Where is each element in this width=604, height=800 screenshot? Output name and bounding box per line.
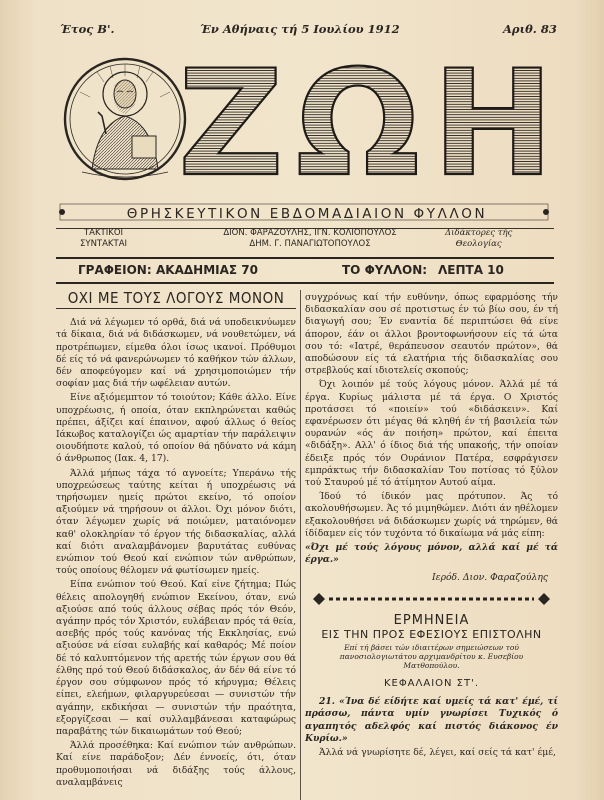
paragraph: Άλλά νά γνωρίσητε δέ, λέγει, καί σείς τά κατ' έμέ, xyxy=(319,747,556,759)
year-label: Έτος Β'. xyxy=(60,22,115,36)
section-note: Επί τή βάσει τών ιδιαιτέρων σημειώσεων τού πανοσιολογιωτάτου αρχιμανδρίτου κ. Ευσεβίου Ματθοπούλου. xyxy=(339,643,524,671)
office-line xyxy=(0,260,604,280)
masthead-subtitle: ΘΡΗΣΚΕΥΤΙΚΟΝ ΕΒΔΟΜΑΔΙΑΙΟΝ ΦΥΛΛΟΝ xyxy=(126,206,488,222)
ornament-divider xyxy=(305,591,558,607)
editors-role xyxy=(445,228,512,250)
chapter-heading: ΚΕΦΑΛΑΙΟΝ ΣΤ'. xyxy=(383,678,480,690)
article-title: ΟΧΙ ΜΕ ΤΟΥΣ ΛΟΓΟΥΣ ΜΟΝΟΝ xyxy=(56,292,296,309)
paragraph: Άλλά προσέθηκα: Καί ενώπιον τών ανθρώπων. Καί είνε παράδοξον; Δέν έννοείς, ότι, όταν προθυμοποιήσαι νά διδάξης τούς άλλους, αναλαμβάνεις xyxy=(56,740,296,788)
editors-block xyxy=(0,228,604,260)
bold-quote: «Όχι μέ τούς λόγους μόνον, αλλά καί μέ τά έργα.» xyxy=(305,542,558,566)
office-address: ΑΚΑΔΗΜΙΑΣ 70 xyxy=(156,263,258,277)
editors-role-line-2: Θεολογίας xyxy=(455,239,502,249)
editors-names-line-2: ΔΗΜ. Γ. ΠΑΝΑΓΙΩΤΟΠΟΥΛΟΣ xyxy=(249,239,371,249)
editors-label xyxy=(80,228,127,250)
column-divider xyxy=(300,290,301,800)
paragraph: Άλλά μήπως τάχα τό αγνοείτε; Υπεράνω τής υποχρεώσεως ταύτης κείται ή υποχρέωσις νά τηρήσωμεν ημείς πρώτοι εκείνο, τό οποίον αξιούμεν νά τηρήσουν οι άλλοι. Όχι μόνον διότι, όταν λέγωμεν χωρίς νά ποιώμεν, ματαιόνομεν καθ' ολοκληρίαν τό έργον τής διδασκαλίας, αλλά καί διότι αναλαμβάνομεν βαρυτάτας ευθύνας ενώπιον τού Θεού καί ενώπιον τών ανθρώπων, τούς οποίους θέλομεν νά φωτίσωμεν ημείς. xyxy=(56,467,296,577)
price-value: ΛΕΠΤΑ 10 xyxy=(438,263,504,277)
masthead-title xyxy=(177,38,567,209)
divider xyxy=(56,282,554,284)
paragraph: Ίδού τό ίδικόν μας πρότυπον. Άς τό ακολουθήσωμεν. Άς τό μιμηθώμεν. Διότι άν ηθέλομεν εξακολουθήσει νά διδάσκωμεν χωρίς νά τηρώμεν, θά ίδίδαμεν είς τόν τυχόντα τό δικαίωμα νά μάς είπη: xyxy=(305,491,558,539)
section-subtitle: ΕΙΣ ΤΗΝ ΠΡΟΣ ΕΦΕΣΙΟΥΣ ΕΠΙΣΤΟΛΗΝ xyxy=(321,627,542,641)
paragraph: Όχι λοιπόν μέ τούς λόγους μόνον. Άλλά μέ τά έργα. Κυρίως μάλιστα μέ τά έργα. Ο Χριστός προτάσσει τό «ποιείν» τού «διδάσκειν». Καί εφανέρωσεν ότι μέγας θά κληθή έν τή βασιλεία τών ουρανών «ός άν ποιήση» πρώτον, καί έπειτα «διδάξη». Αλλ' ό ίδιος διά τής υπακοής, τήν οποίαν έδειξε πρός τόν Ουράνιον Πατέρα, εσφράγισεν εμπράκτως τήν διδασκαλίαν Του ποτίσας τό ξύλον τού Σταυρού μέ τό άτίμητον Αυτού αίμα. xyxy=(305,379,558,489)
paragraph: συγχρόνως καί τήν ευθύνην, όπως εφαρμόσης τήν διδασκαλίαν σου σέ προτιστως έν τώ βίω σου, έν τή διαγωγή σου; Έν εναντία δέ περιπτώσει θά είνε άπορον, έάν οι άλλοι βροντοφωνήσουν είς τά ώτα σου τό: «Ιατρέ, θεράπευσον σεαυτόν πρώτον», θά αποδώσουν είς τά ελατήρια τής διδασκαλίας σου στρεβλούς καί ιδιοτελείς σκοπούς; xyxy=(305,292,558,377)
verse: 21. «Ίνα δέ είδήτε καί υμείς τά κατ' έμέ, τί πράσσω, πάντα υμίν γνωρίσει Τυχικός ό αγαπητός αδελφός καί πιστός διάκονος έν Κυρίω.» xyxy=(305,696,558,744)
editors-label-line-1: ΤΑΚΤΙΚΟΙ xyxy=(83,228,124,238)
issue-number: Αριθ. 83 xyxy=(503,22,557,36)
paragraph: Διά νά λέγωμεν τό ορθά, διά νά υποδεικνύωμεν τά δίκαια, διά νά διδάσκωμεν, νά νουθετώμεν, νά προτρέπωμεν, είμεθα όλοι ίσως ικανοί. Πρόθυμοι δέ είς τό νά φανερώνωμεν τό καθήκον τών άλλων, δέν αποφεύγομεν καί νά χρησιμοποιώμεν τήν σοφίαν μας διά τήν ωφέλειαν αυτών. xyxy=(56,317,296,390)
svg-text:ΖΩΗ: ΖΩΗ xyxy=(177,39,567,209)
editors-names xyxy=(190,228,430,250)
left-column xyxy=(56,289,296,791)
price-label: ΤΟ ΦΥΛΛΟΝ: xyxy=(342,263,428,277)
paragraph: Είπα ενώπιον τού Θεού. Καί είνε ζήτημα; Πώς θέλεις απολογηθή ενώπιον Εκείνου, όταν, ενώ αξιούσε από τούς άλλους σέβας πρός τόν Θεόν, αγάπην πρός τόν Χριστόν, ευλάβειαν πρός τά θεία, ασεβής πρός τούς κανόνας τής Εκκλησίας, ενώ αξιούσε νά είσαι ευλαβής καί καθαρός; Μέ ποίον δέ τό καλυπτόμενον τής αρετής τών έργων σου θά έλθης πρό τού Θεού διδάσκαλος, άν δέν θά είνε τό έργον σου σύμφωνον πρός τό κήρυγμα; Θέλεις είπει, ελεήμων, φιλαργυρεύεσαι — συνιστών τήν αγάπην, εκδικήσαι — συνιστών τήν πραότητα, εξοργίζεσαι — καί συλλαμβάνεσαι καταφώρως παραβάτης τών δικαιωμάτων τού Θεού; xyxy=(56,579,296,737)
divider xyxy=(56,257,554,259)
christ-icon xyxy=(62,54,188,184)
editors-label-line-2: ΣΥΝΤΑΚΤΑΙ xyxy=(80,239,128,249)
section-title: ΕΡΜΗΝΕΙΑ xyxy=(393,612,470,628)
editors-names-line-1: ΔΙΟΝ. ΦΑΡΑΖΟΥΛΗΣ, ΙΓΝ. ΚΟΛΙΟΠΟΥΛΟΣ xyxy=(223,228,397,238)
office-label: ΓΡΑΦΕΙΟΝ: xyxy=(78,263,152,277)
article-signature: Ιερόδ. Διον. Φαραζούλης xyxy=(432,572,548,584)
editors-role-line-1: Διδάκτορες τής xyxy=(445,228,513,238)
paragraph: Είνε αξιόμεμπτον τό τοιούτον; Κάθε άλλο. Είνε υποχρέωσις, ή οποία, όταν εκπληρώνεται καθώς πρέπει, άξίζει καί έπαινον, αφού άλλως ό θείος Ιάκωβος καταλογίζει ώς αμαρτίαν τήν παράλειψιν οιουδήποτε καλού, τό οποίον θά ηδύνατο νά κάμη ό άνθρωπος (Ιακ. 4, 17). xyxy=(56,392,296,465)
right-column xyxy=(305,292,558,761)
issue-date: Έν Αθήναις τή 5 Ιουλίου 1912 xyxy=(200,22,400,36)
